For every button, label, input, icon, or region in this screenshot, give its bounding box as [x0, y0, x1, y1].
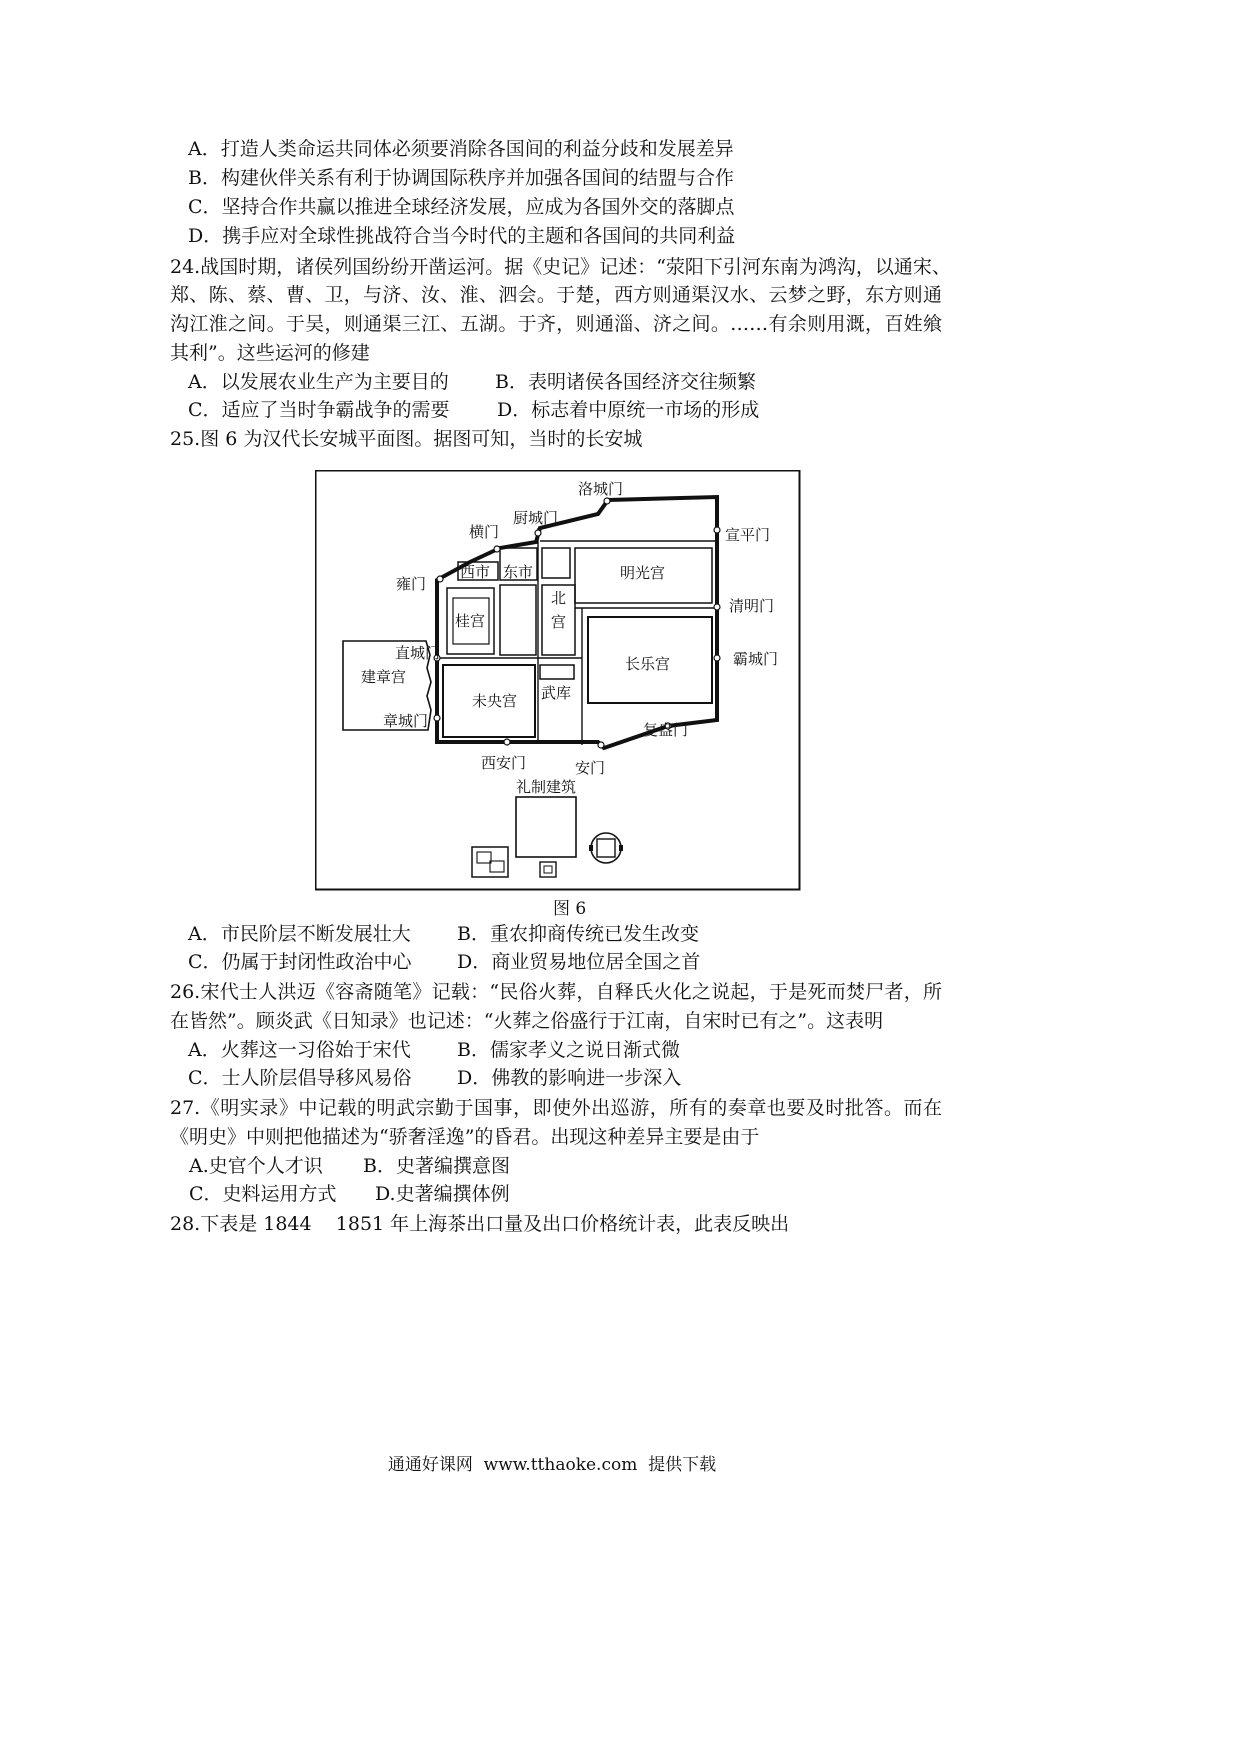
gate-mark-yong: [437, 576, 443, 582]
label-gui-palace: 桂宫: [455, 612, 486, 630]
label-yong-gate: 雍门: [396, 575, 427, 593]
q25-stem: 25.图 6 为汉代长安城平面图。据图可知，当时的长安城: [170, 428, 643, 450]
q25-option-a: A．市民阶层不断发展壮大: [188, 923, 411, 945]
q24-stem-line-1: 24.战国时期，诸侯列国纷纷开凿运河。据《史记》记述：“荥阳下引河东南为鸿沟，以通宋、: [170, 256, 951, 278]
q25-option-b: B．重农抑商传统已发生改变: [457, 923, 699, 945]
q28-stem: 28.下表是 1844 1851 年上海茶出口量及出口价格统计表，此表反映出: [170, 1213, 790, 1235]
label-jianzhang-palace: 建章宫: [361, 668, 407, 686]
q24-option-c: C．适应了当时争霸战争的需要: [188, 399, 450, 421]
gate-mark-heng: [494, 546, 500, 552]
q26-option-c: C．士人阶层倡导移风易俗: [188, 1067, 412, 1089]
page-footer: 通通好课网 www.tthaoke.com 提供下载: [387, 1455, 717, 1475]
gate-mark-xuanping: [714, 527, 720, 533]
q23-option-c: C．坚持合作共赢以推进全球经济发展，应成为各国外交的落脚点: [188, 196, 735, 218]
label-zhangcheng-gate: 章城门: [383, 712, 429, 730]
q26-option-a: A．火葬这一习俗始于宋代: [188, 1039, 411, 1061]
figure-caption: 图 6: [553, 899, 587, 919]
q26-stem-line-1: 26.宋代士人洪迈《容斋随笔》记载：“民俗火葬，自释氏火化之说起，于是死而焚尸者，所: [170, 981, 942, 1003]
gate-mark-zhangcheng: [434, 715, 440, 721]
label-zhicheng-gate: 直城门: [395, 644, 441, 662]
label-fuang-gate: 复盎门: [643, 721, 689, 739]
q23-option-b: B．构建伙伴关系有利于协调国际秩序并加强各国间的结盟与合作: [188, 167, 734, 189]
gate-mark-an: [598, 742, 604, 748]
q24-option-a: A．以发展农业生产为主要目的: [188, 371, 449, 393]
label-weiyang-palace: 未央宫: [472, 692, 518, 710]
q26-stem-line-2: 在皆然”。顾炎武《日知录》也记述：“火葬之俗盛行于江南，自宋时已有之”。这表明: [170, 1010, 884, 1032]
q27-option-c: C．史料运用方式: [189, 1183, 337, 1205]
label-heng-gate: 横门: [469, 523, 500, 541]
q27-option-a: A.史官个人才识: [189, 1155, 323, 1177]
q27-stem-line-1: 27.《明实录》中记载的明武宗勤于国事，即使外出巡游，所有的奏章也要及时批答。而在: [170, 1097, 942, 1119]
label-chucheng-gate: 厨城门: [513, 509, 559, 527]
q27-option-b: B．史著编撰意图: [363, 1155, 510, 1177]
label-xian-gate: 西安门: [481, 754, 527, 772]
label-xuanping-gate: 宣平门: [725, 526, 771, 544]
gate-mark-luocheng: [604, 498, 610, 504]
label-qingming-gate: 清明门: [729, 597, 775, 615]
q23-option-d: D．携手应对全球性挑战符合当今时代的主题和各国间的共同利益: [188, 225, 736, 247]
q24-option-b: B．表明诸侯各国经济交往频繁: [495, 371, 756, 393]
ritual-round-hall-tab-w: [589, 845, 593, 851]
q27-stem-line-2: 《明史》中则把他描述为“骄奢淫逸”的昏君。出现这种差异主要是由于: [170, 1126, 760, 1148]
gate-mark-qingming: [714, 604, 720, 610]
label-luocheng-gate: 洛城门: [578, 480, 624, 498]
q23-option-a: A．打造人类命运共同体必须要消除各国间的利益分歧和发展差异: [188, 138, 734, 160]
label-north-palace: 北宫: [549, 590, 567, 638]
q25-option-c: C．仍属于封闭性政治中心: [188, 951, 412, 973]
q24-option-d: D．标志着中原统一市场的形成: [497, 399, 760, 421]
label-an-gate: 安门: [575, 759, 606, 777]
gate-mark-xian: [504, 739, 510, 745]
label-mingguang-palace: 明光宫: [620, 564, 666, 582]
gate-mark-chucheng: [535, 530, 541, 536]
label-changle-palace: 长乐宫: [625, 655, 671, 673]
q27-option-d: D.史著编撰体例: [375, 1183, 510, 1205]
q24-stem-line-2: 郑、陈、蔡、曹、卫，与济、汝、淮、泗会。于楚，西方则通渠汉水、云梦之野，东方则通: [170, 284, 942, 306]
ritual-round-hall-tab-e: [619, 845, 623, 851]
label-bacheng-gate: 霸城门: [733, 650, 779, 668]
label-armory: 武库: [541, 684, 572, 702]
q25-option-d: D．商业贸易地位居全国之首: [457, 951, 701, 973]
q24-stem-line-4: 其利”。这些运河的修建: [170, 342, 370, 364]
q26-option-b: B．儒家孝义之说日渐式微: [457, 1039, 680, 1061]
q24-stem-line-3: 沟江淮之间。于吴，则通渠三江、五湖。于齐，则通淄、济之间。……有余则用溉，百姓飨: [170, 313, 942, 335]
changan-city-map: [315, 470, 801, 891]
gate-mark-bacheng: [714, 655, 720, 661]
q26-option-d: D．佛教的影响进一步深入: [457, 1067, 682, 1089]
label-west-market: 西市: [460, 563, 491, 581]
label-east-market: 东市: [503, 563, 534, 581]
label-ritual-buildings: 礼制建筑: [516, 778, 577, 796]
